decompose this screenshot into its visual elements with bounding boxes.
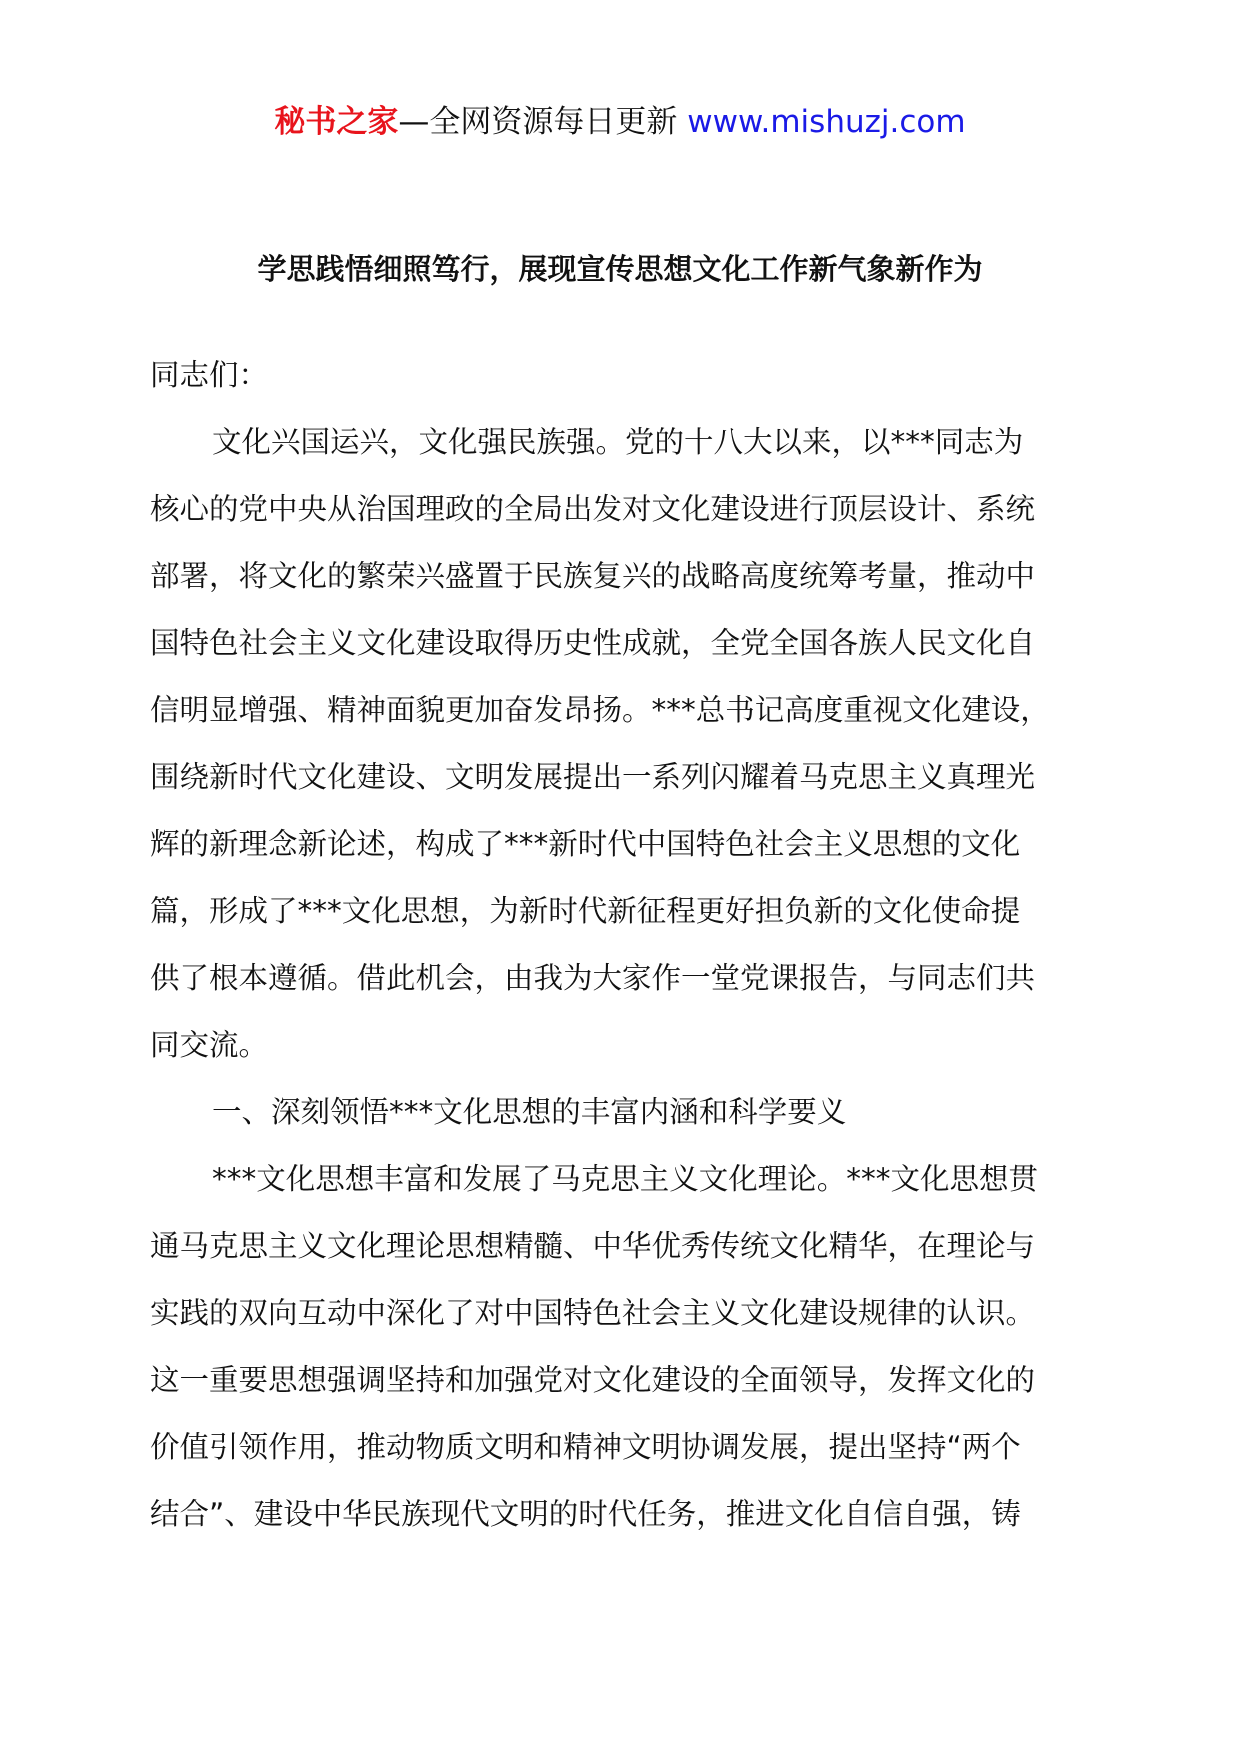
body-line: 这一重要思想强调坚持和加强党对文化建设的全面领导，发挥文化的 xyxy=(150,1363,1036,1397)
site-brand: 秘书之家 xyxy=(274,104,399,140)
body-line: 围绕新时代文化建设、文明发展提出一系列闪耀着马克思主义真理光 xyxy=(150,760,1036,794)
body-line: 实践的双向互动中深化了对中国特色社会主义文化建设规律的认识。 xyxy=(150,1296,1036,1330)
site-tagline: —全网资源每日更新 xyxy=(398,104,678,140)
site-url-link[interactable]: www.mishuzj.com xyxy=(687,104,966,140)
body-line: 篇，形成了***文化思想，为新时代新征程更好担负新的文化使命提 xyxy=(150,894,1021,928)
body-line: 供了根本遵循。借此机会，由我为大家作一堂党课报告，与同志们共 xyxy=(150,961,1036,995)
body-line: 部署，将文化的繁荣兴盛置于民族复兴的战略高度统筹考量，推动中 xyxy=(150,559,1036,593)
body-line: 辉的新理念新论述，构成了***新时代中国特色社会主义思想的文化 xyxy=(150,827,1021,861)
body-line: 结合”、建设中华民族现代文明的时代任务，推进文化自信自强，铸 xyxy=(150,1497,1021,1531)
body-line: 通马克思主义文化理论思想精髓、中华优秀传统文化精华，在理论与 xyxy=(150,1229,1036,1263)
section-heading: 一、深刻领悟***文化思想的丰富内涵和科学要义 xyxy=(212,1095,847,1129)
body-line: 文化兴国运兴，文化强民族强。党的十八大以来，以***同志为 xyxy=(212,425,1024,459)
body-line: 同交流。 xyxy=(150,1028,269,1062)
body-line: ***文化思想丰富和发展了马克思主义文化理论。***文化思想贯 xyxy=(212,1162,1039,1196)
document-title: 学思践悟细照笃行，展现宣传思想文化工作新气象新作为 xyxy=(257,252,983,286)
body-line: 核心的党中央从治国理政的全局出发对文化建设进行顶层设计、系统 xyxy=(150,492,1036,526)
body-line: 价值引领作用，推动物质文明和精神文明协调发展，提出坚持“两个 xyxy=(150,1430,1021,1464)
salutation: 同志们： xyxy=(150,358,269,392)
body-line: 国特色社会主义文化建设取得历史性成就，全党全国各族人民文化自 xyxy=(150,626,1036,660)
site-header xyxy=(0,100,1240,144)
body-line: 信明显增强、精神面貌更加奋发昂扬。***总书记高度重视文化建设， xyxy=(150,693,1050,727)
